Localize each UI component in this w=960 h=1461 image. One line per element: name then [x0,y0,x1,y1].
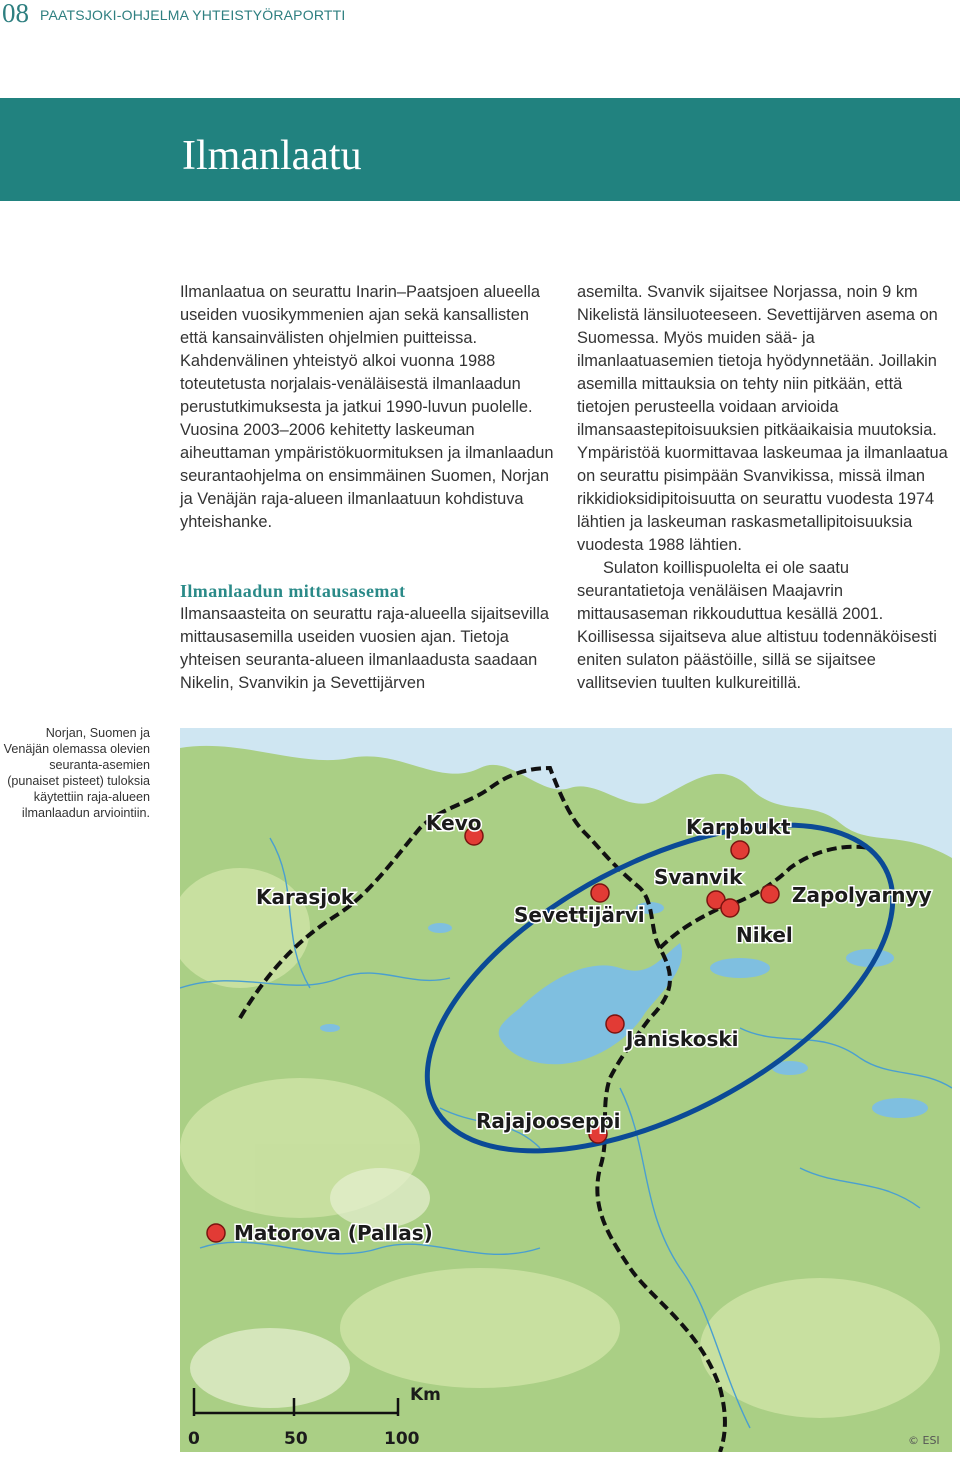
report-title: PAATSJOKI-OHJELMA YHTEISTYÖRAPORTTI [40,7,346,23]
right-paragraph-1: asemilta. Svanvik sijaitsee Norjassa, noin 9 km Nikelistä länsiluoteeseen. Sevettijärven asema on Suomessa. Myös muiden sää- ja ilmanlaatuasemien tietoja hyödynnetään. Joillakin asemilla mittauksia on tehty niin pitkään, että tietojen perusteella voidaan arvioida ilmansaastepitoisuuksien pitkäaikaisia muutoksia. Ympäristöä kuormittavaa laskeumaa ja ilmanlaatua on seurattu pisimpään Svanvikissa, missä ilman rikkidioksidipitoisuutta on seurattu vuodesta 1974 lähtien ja laskeuman raskasmetallipitoisuuksia vuodesta 1988 lähtien. [577,283,948,554]
label-karasjok: Karasjok [256,885,355,909]
label-janiskoski: Janiskoski [626,1027,739,1051]
label-kevo: Kevo [426,811,482,835]
label-svanvik: Svanvik [654,865,743,889]
station-nikel [721,899,739,917]
page-number: 08 [2,0,29,28]
station-sevettijarvi [591,884,609,902]
scale-tick-0: 0 [188,1429,200,1449]
label-nikel: Nikel [736,923,793,947]
scale-unit: Km [410,1385,441,1405]
label-matorova: Matorova (Pallas) [234,1221,433,1245]
station-matorova [207,1224,225,1242]
section-title: Ilmanlaatu [182,133,362,179]
section-title-band [0,98,960,201]
station-zapolyarnyy [761,885,779,903]
page-header [0,0,960,36]
station-janiskoski [606,1015,624,1033]
left-column [180,281,558,695]
label-zapolyarnyy: Zapolyarnyy [792,883,932,907]
scale-tick-50: 50 [284,1429,308,1449]
stations-paragraph: Ilmansaasteita on seurattu raja-alueella sijaitsevilla mittausasemilla useiden vuosien ajan. Tietoja yhteisen seuranta-alueen ilmanlaadusta saadaan Nikelin, Svanvikin ja Sevettijärven [180,605,549,692]
label-karpbukt: Karpbukt [686,815,791,839]
subheading-measurement-stations: Ilmanlaadun mittausasemat [180,581,406,601]
right-paragraph-2: Sulaton koillispuolelta ei ole saatu seurantatietoja venäläisen Maajavrin mittausaseman rikkouduttua kesällä 2001. Koillisessa sijaitseva alue altistuu todennäköisesti eniten sulaton päästöille, sillä se sijaitsee vallitsevien tuulten kulkureitillä. [577,559,937,692]
station-karpbukt [731,841,749,859]
label-rajajooseppi: Rajajooseppi [476,1109,621,1133]
right-column [577,281,949,695]
intro-paragraph: Ilmanlaatua on seurattu Inarin–Paatsjoen alueella useiden vuosikymmenien ajan sekä kansallisten että kansainvälisten ohjelmien puitteissa. Kahdenvälinen yhteistyö alkoi vuonna 1988 toteutetusta norjalais-venäläisestä ilmanlaadun perustutkimuksesta ja jatkui 1990-luvun puolelle. Vuosina 2003–2006 kehitetty laskeuman aiheuttaman ympäristökuormituksen ja ilmanlaadun seurantaohjelma on ensimmäinen Suomen, Norjan ja Venäjän raja-alueen ilmanlaatuun kohdistuva yhteishanke. [180,283,554,531]
scale-tick-100: 100 [384,1429,420,1449]
figure-caption: Norjan, Suomen ja Venäjän olemassa olevien seuranta-asemien (punaiset pisteet) tuloksia käytettiin raja-alueen ilmanlaadun arviointiin. [3,726,150,820]
label-sevettijarvi: Sevettijärvi [514,903,645,927]
monitoring-stations-map [180,728,952,1452]
map-copyright: © ESI [908,1434,940,1447]
